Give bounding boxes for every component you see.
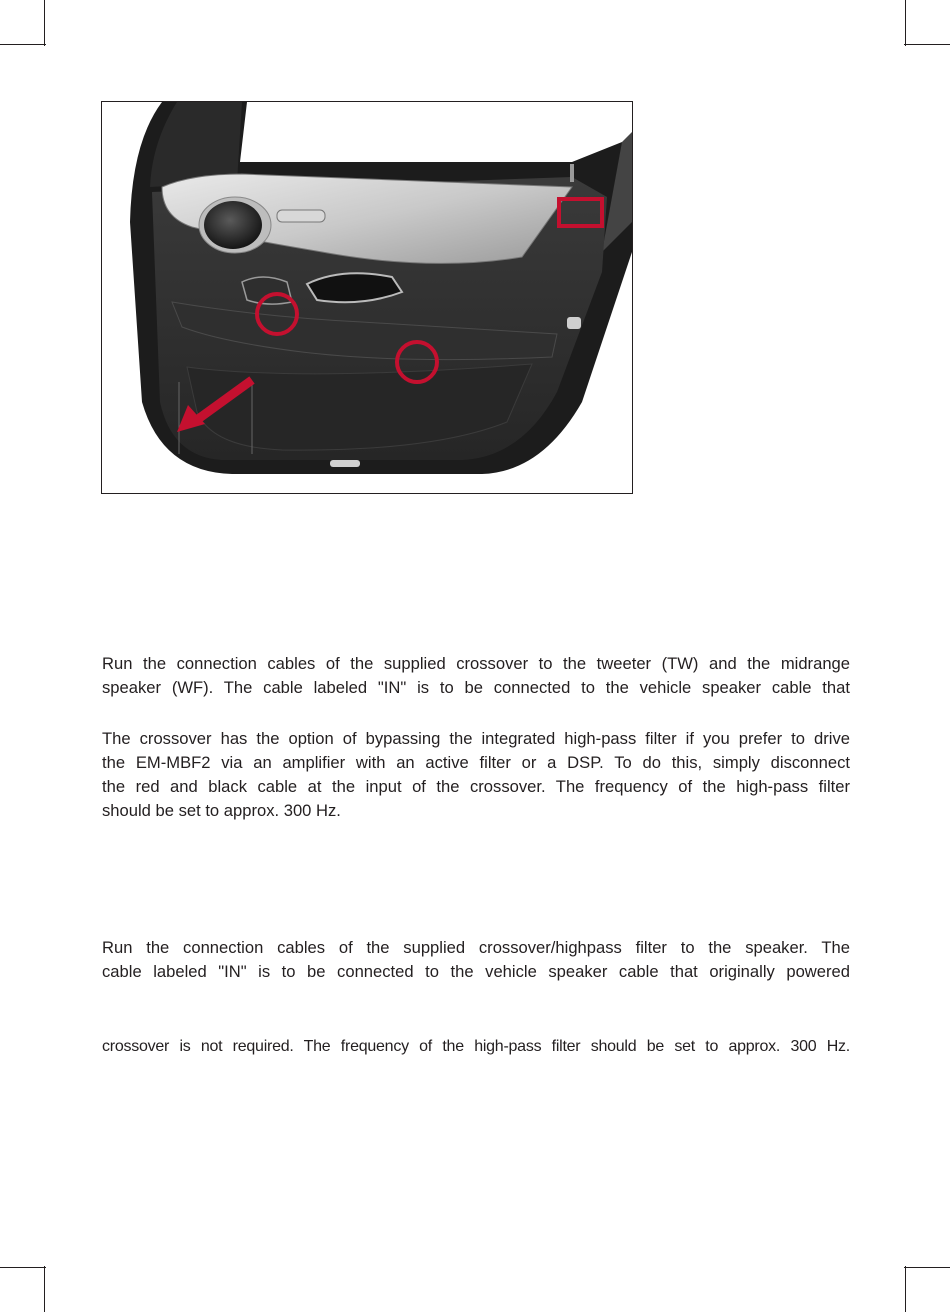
crop-mark-bottom-left-v xyxy=(44,1266,45,1312)
paragraph-2-line-1: The crossover has the option of bypassing the integrated high-pass filter if you prefer to drive xyxy=(102,729,850,748)
paragraph-1-line-2: speaker (WF). The cable labeled "IN" is to be connected to the vehicle speaker cable that xyxy=(102,678,850,697)
paragraph-2 xyxy=(102,727,850,823)
paragraph-2-line-2: the EM-MBF2 via an amplifier with an active filter or a DSP. To do this, simply disconnect xyxy=(102,753,850,772)
crop-mark-top-left-h xyxy=(0,44,46,45)
paragraph-2-line-3: the red and black cable at the input of the crossover. The frequency of the high-pass filter xyxy=(102,777,850,796)
paragraph-3-line-2: cable labeled "IN" is to be connected to the vehicle speaker cable that originally powered xyxy=(102,962,850,981)
door-panel-illustration xyxy=(102,102,632,493)
door-switch xyxy=(277,210,325,222)
paragraph-4 xyxy=(102,1035,850,1059)
crop-mark-top-left-v xyxy=(44,0,45,46)
crop-mark-top-right-h xyxy=(904,44,950,45)
crop-mark-bottom-right-v xyxy=(905,1266,906,1312)
paragraph-3-line-1: Run the connection cables of the supplied crossover/highpass filter to the speaker. The xyxy=(102,938,850,957)
paragraph-1 xyxy=(102,652,850,700)
door-panel-figure xyxy=(101,101,633,494)
paragraph-4-line-1: crossover is not required. The frequency of the high-pass filter should be set to approx. 300 Hz. xyxy=(102,1038,850,1055)
crop-mark-bottom-left-h xyxy=(0,1267,46,1268)
paragraph-1-line-1: Run the connection cables of the supplied crossover to the tweeter (TW) and the midrange xyxy=(102,654,850,673)
paragraph-2-line-4: should be set to approx. 300 Hz. xyxy=(102,801,341,820)
crop-mark-top-right-v xyxy=(905,0,906,46)
crop-mark-bottom-right-h xyxy=(904,1267,950,1268)
paragraph-3 xyxy=(102,936,850,984)
